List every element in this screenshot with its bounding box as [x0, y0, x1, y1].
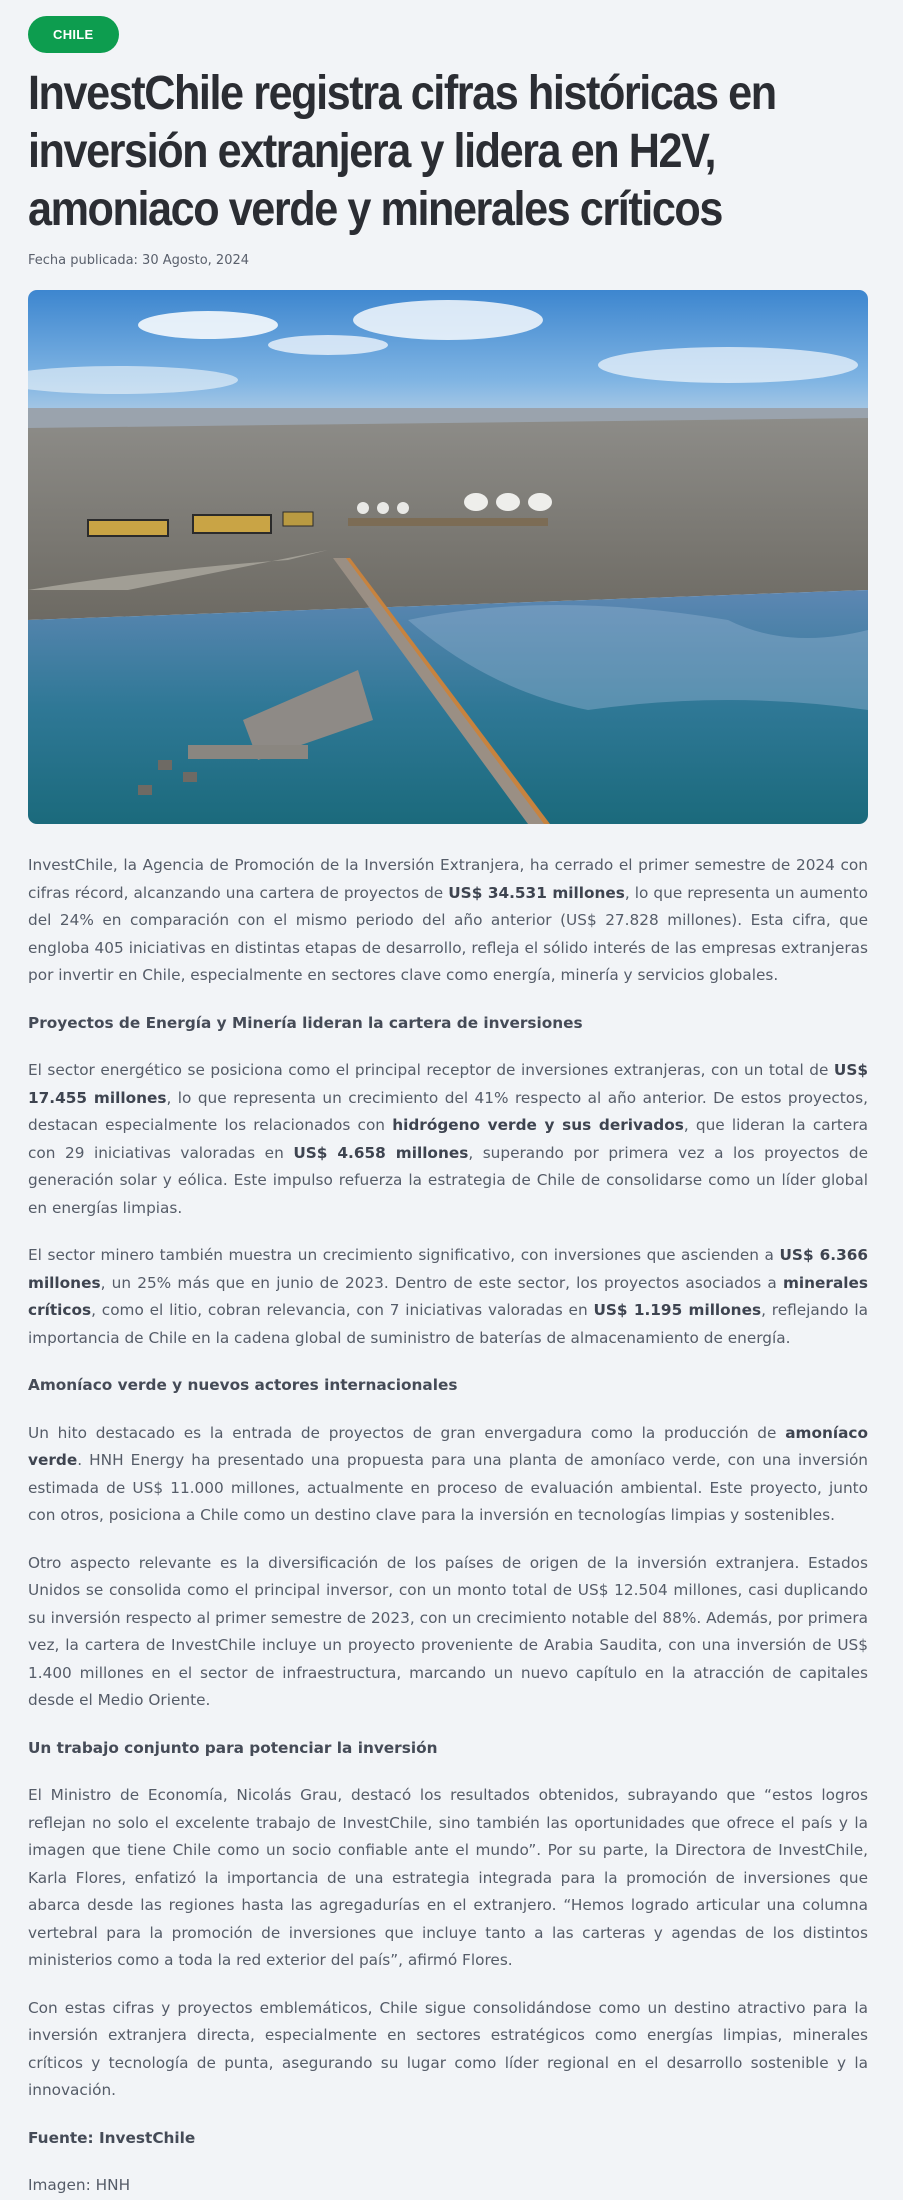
- paragraph: Con estas cifras y proyectos emblemáticos, Chile sigue consolidándose como un destino atractivo para la inversión extranjera directa, especialmente en sectores estratégicos como energías limpias, minerales críticos y tecnología de punta, asegurando su lugar como líder regional en el desarrollo sostenible y la innovación.: [28, 1998, 868, 2099]
- category-tag[interactable]: CHILE: [28, 16, 119, 53]
- section-heading: Un trabajo conjunto para potenciar la inversión: [28, 1738, 438, 1757]
- publish-date: Fecha publicada: 30 Agosto, 2024: [28, 253, 250, 268]
- article-body: [28, 852, 868, 2200]
- source-credit: Fuente: InvestChile: [28, 2128, 196, 2147]
- section-heading: Amoníaco verde y nuevos actores internacionales: [28, 1376, 458, 1394]
- section-heading: Proyectos de Energía y Minería lideran la cartera de inversiones: [28, 1013, 583, 1032]
- paragraph: El sector energético se posiciona como el principal receptor de inversiones extranjeras, con un total de US$ 17.455 millones, lo que representa un crecimiento del 41% respecto al año anterior. De estos proyectos, destacan especialmente los relacionados con hidrógeno verde y sus derivados, que lideran la cartera con 29 iniciativas valoradas en US$ 4.658 millones, superando por primera vez a los proyectos de generación solar y eólica. Este impulso refuerza la estrategia de Chile de consolidarse como un líder global en energías limpias.: [28, 1061, 868, 1217]
- paragraph: El sector minero también muestra un crecimiento significativo, con inversiones que ascienden a US$ 6.366 millones, un 25% más que en junio de 2023. Dentro de este sector, los proyectos asociados a minerales críticos, como el litio, cobran relevancia, con 7 iniciativas valoradas en US$ 1.195 millones, reflejando la importancia de Chile en la cadena global de suministro de baterías de almacenamiento de energía.: [28, 1246, 869, 1347]
- paragraph: El Ministro de Economía, Nicolás Grau, destacó los resultados obtenidos, subrayando que “estos logros reflejan no solo el excelente trabajo de InvestChile, sino también las oportunidades que ofrece el país y la imagen que tiene Chile como un socio confiable ante el mundo”. Por su parte, la Directora de InvestChile, Karla Flores, enfatizó la importancia de una estrategia integrada para la promoción de inversiones que abarca desde las regiones hasta las agregadurías en el extranjero. “Hemos logrado articular una columna vertebral para la promoción de inversiones que incluye tanto a las carteras y agendas de los distintos ministerios como a toda la red exterior del país”, afirmó Flores.: [28, 1786, 868, 1969]
- paragraph: InvestChile, la Agencia de Promoción de la Inversión Extranjera, ha cerrado el primer semestre de 2024 con cifras récord, alcanzando una cartera de proyectos de US$ 34.531 millones, lo que representa un aumento del 24% en comparación con el mismo periodo del año anterior (US$ 27.828 millones). Esta cifra, que engloba 405 iniciativas en distintas etapas de desarrollo, refleja el sólido interés de las empresas extranjeras por invertir en Chile, especialmente en sectores clave como energía, minería y servicios globales.: [28, 856, 869, 984]
- paragraph: Otro aspecto relevante es la diversificación de los países de origen de la inversión extranjera. Estados Unidos se consolida como el principal inversor, con un monto total de US$ 12.504 millones, casi duplicando su inversión respecto al primer semestre de 2023, con un crecimiento notable del 88%. Además, por primera vez, la cartera de InvestChile incluye un proyecto proveniente de Arabia Saudita, con una inversión de US$ 1.400 millones en el sector de infraestructura, marcando un nuevo capítulo en la atracción de capitales desde el Medio Oriente.: [28, 1553, 868, 1709]
- article-title: InvestChile registra cifras históricas en inversión extranjera y lidera en H2V, amoniaco verde y minerales críticos: [28, 67, 776, 236]
- paragraph: Un hito destacado es la entrada de proyectos de gran envergadura como la producción de amoníaco verde. HNH Energy ha presentado una propuesta para una planta de amoníaco verde, con una inversión estimada de US$ 11.000 millones, actualmente en proceso de evaluación ambiental. Este proyecto, junto con otros, posiciona a Chile como un destino clave para la inversión en tecnologías limpias y sostenibles.: [28, 1423, 868, 1524]
- hero-image: [28, 290, 868, 824]
- image-credit: Imagen: HNH: [28, 2176, 131, 2194]
